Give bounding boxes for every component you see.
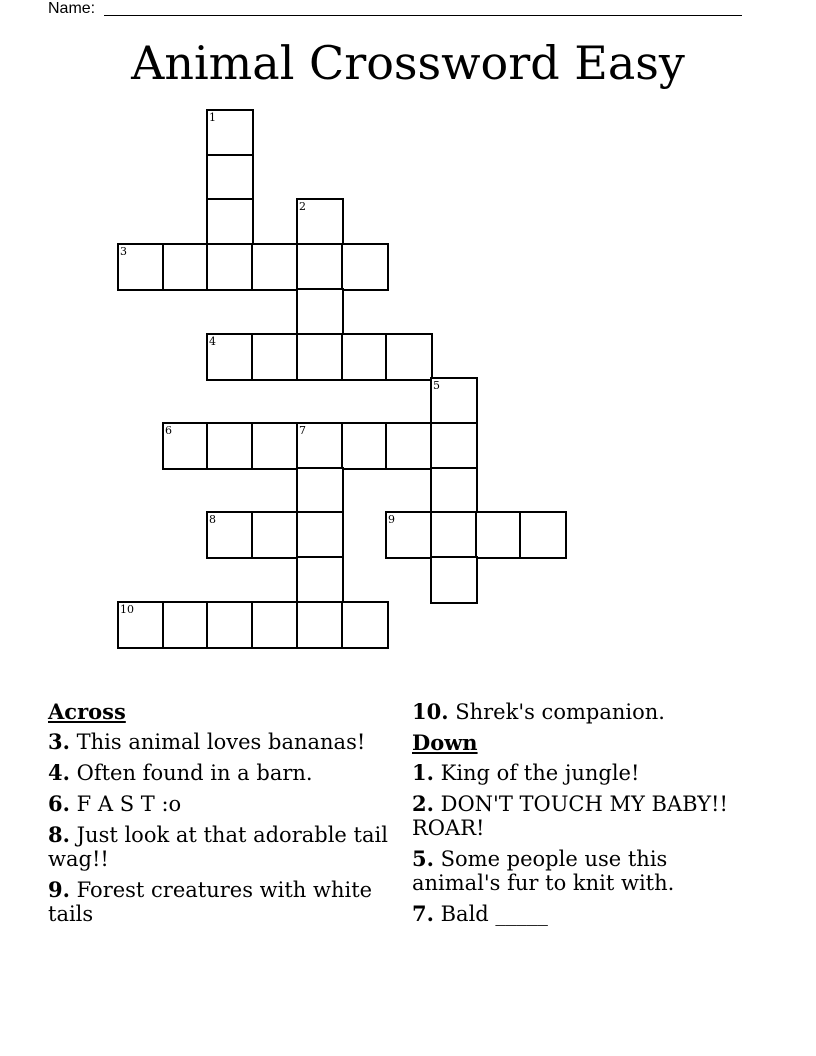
clue-text: King of the jungle!: [440, 761, 640, 785]
grid-cell[interactable]: [206, 154, 254, 202]
clue-number: 3.: [48, 729, 70, 754]
clue-number: 9.: [48, 877, 70, 902]
grid-cell[interactable]: [162, 422, 210, 470]
clue-text: Just look at that adorable tail wag!!: [48, 823, 388, 871]
grid-cell[interactable]: [385, 422, 433, 470]
clue-across-9: [48, 878, 388, 926]
grid-cell[interactable]: [385, 511, 433, 559]
grid-cell[interactable]: [296, 288, 344, 336]
clue-text: DON'T TOUCH MY BABY!! ROAR!: [412, 792, 728, 840]
cell-number: 5: [433, 379, 440, 392]
clue-number: 6.: [48, 791, 70, 816]
grid-cell[interactable]: [206, 422, 254, 470]
name-label: Name:: [48, 0, 96, 17]
grid-cell[interactable]: [162, 243, 210, 291]
clue-down-7: [412, 902, 752, 926]
grid-cell[interactable]: [430, 511, 478, 559]
grid-cell[interactable]: [251, 333, 299, 381]
clue-down-1: [412, 761, 752, 785]
cell-number: 3: [120, 245, 127, 258]
grid-cell[interactable]: [296, 198, 344, 246]
grid-cell[interactable]: [475, 511, 523, 559]
clue-number: 5.: [412, 846, 434, 871]
clue-across-3: [48, 730, 388, 754]
clue-text: Shrek's companion.: [455, 700, 665, 724]
grid-cell[interactable]: [296, 333, 344, 381]
clue-across-10: [412, 700, 752, 724]
cell-number: 8: [209, 513, 216, 526]
clue-number: 10.: [412, 699, 449, 724]
grid-cell[interactable]: [206, 333, 254, 381]
grid-cell[interactable]: [117, 243, 165, 291]
grid-cell[interactable]: [341, 333, 389, 381]
grid-cell[interactable]: [341, 243, 389, 291]
clue-across-8: [48, 823, 388, 871]
clue-number: 2.: [412, 791, 434, 816]
clue-number: 8.: [48, 822, 70, 847]
grid-cell[interactable]: [206, 601, 254, 649]
clue-text: Forest creatures with white tails: [48, 878, 373, 926]
clue-across-6: [48, 792, 388, 816]
page-title: Animal Crossword Easy: [131, 36, 685, 90]
grid-cell[interactable]: [430, 467, 478, 515]
cell-number: 7: [299, 424, 306, 437]
grid-cell[interactable]: [341, 422, 389, 470]
clue-down-5: [412, 847, 752, 895]
grid-cell[interactable]: [519, 511, 567, 559]
across-heading: Across: [48, 699, 126, 724]
cell-number: 10: [120, 603, 134, 616]
clue-text: Often found in a barn.: [76, 761, 313, 785]
clue-text: Bald _____: [440, 902, 548, 926]
grid-cell[interactable]: [341, 601, 389, 649]
grid-cell[interactable]: [430, 556, 478, 604]
clue-number: 4.: [48, 760, 70, 785]
grid-cell[interactable]: [251, 422, 299, 470]
grid-cell[interactable]: [251, 601, 299, 649]
grid-cell[interactable]: [206, 511, 254, 559]
grid-cell[interactable]: [206, 243, 254, 291]
clue-across-4: [48, 761, 388, 785]
grid-cell[interactable]: [296, 556, 344, 604]
grid-cell[interactable]: [296, 467, 344, 515]
grid-cell[interactable]: [296, 511, 344, 559]
clues-column-left: [48, 700, 388, 933]
clue-text: Some people use this animal's fur to knit with.: [412, 847, 675, 895]
clue-text: F A S T :o: [76, 792, 182, 816]
grid-cell[interactable]: [430, 377, 478, 425]
grid-cell[interactable]: [206, 198, 254, 246]
clues-column-right: [412, 700, 752, 933]
cell-number: 6: [165, 424, 172, 437]
cell-number: 9: [388, 513, 395, 526]
cell-number: 4: [209, 335, 216, 348]
grid-cell[interactable]: [162, 601, 210, 649]
grid-cell[interactable]: [251, 243, 299, 291]
grid-cell[interactable]: [251, 511, 299, 559]
grid-cell[interactable]: [296, 243, 344, 291]
clue-number: 7.: [412, 901, 434, 926]
clue-number: 1.: [412, 760, 434, 785]
down-heading: Down: [412, 730, 478, 755]
clue-text: This animal loves bananas!: [76, 730, 366, 754]
grid-cell[interactable]: [296, 422, 344, 470]
clue-down-2: [412, 792, 752, 840]
grid-cell[interactable]: [117, 601, 165, 649]
grid-cell[interactable]: [296, 601, 344, 649]
grid-cell[interactable]: [430, 422, 478, 470]
grid-cell[interactable]: [385, 333, 433, 381]
cell-number: 2: [299, 200, 306, 213]
cell-number: 1: [209, 111, 216, 124]
grid-cell[interactable]: [206, 109, 254, 157]
